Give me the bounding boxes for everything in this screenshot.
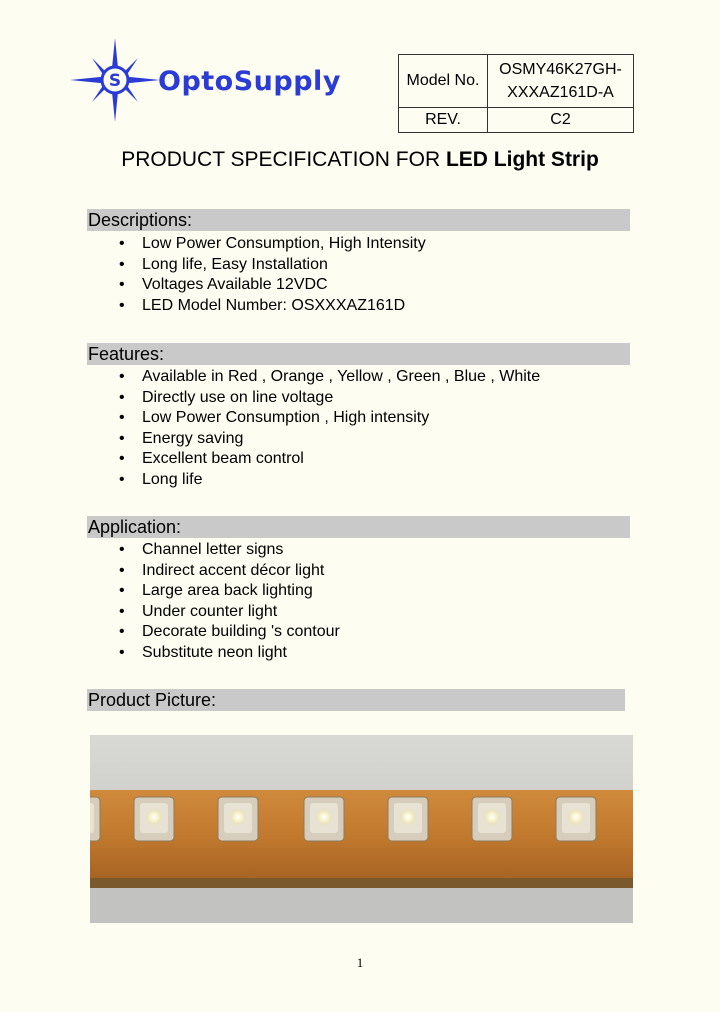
list-item: • Large area back lighting [88,581,340,602]
list-item: • Low Power Consumption, High Intensity [88,234,426,255]
list-item: • Decorate building 's contour [88,622,340,643]
list-item: • LED Model Number: OSXXXAZ161D [88,296,426,317]
picture-heading: Product Picture: [87,689,625,711]
list-item: • Long life [88,470,540,491]
model-value-line1: OSMY46K27GH- [499,61,622,78]
model-label: Model No. [399,55,488,108]
list-item: • Energy saving [88,429,540,450]
list-item: • Available in Red , Orange , Yellow , Green , Blue , White [88,367,540,388]
rev-label: REV. [399,108,488,133]
application-heading: Application: [87,516,630,538]
list-item: • Excellent beam control [88,449,540,470]
list-item: • Low Power Consumption , High intensity [88,408,540,429]
features-list [88,367,540,490]
page-number: 1 [356,955,364,970]
descriptions-list [88,234,426,316]
model-value-line2: XXXAZ161D-A [507,84,614,101]
application-list [88,540,340,663]
title-prefix: PRODUCT SPECIFICATION FOR [121,148,446,171]
list-item: • Long life, Easy Installation [88,255,426,276]
list-item: • Voltages Available 12VDC [88,275,426,296]
list-item: • Channel letter signs [88,540,340,561]
list-item: • Substitute neon light [88,643,340,664]
model-info-table [398,54,634,133]
list-item: • Under counter light [88,602,340,623]
list-item: • Directly use on line voltage [88,388,540,409]
descriptions-heading: Descriptions: [87,209,630,231]
list-item: • Indirect accent décor light [88,561,340,582]
model-value [488,55,634,108]
title-bold: LED Light Strip [445,148,599,171]
features-heading: Features: [87,343,630,365]
product-photo [90,735,633,923]
rev-value: C2 [488,108,634,133]
document-title [0,148,720,172]
optosupply-logo-icon [70,38,160,122]
logo-wordmark: OptoSupply [158,66,341,97]
svg-text:S: S [108,71,122,91]
